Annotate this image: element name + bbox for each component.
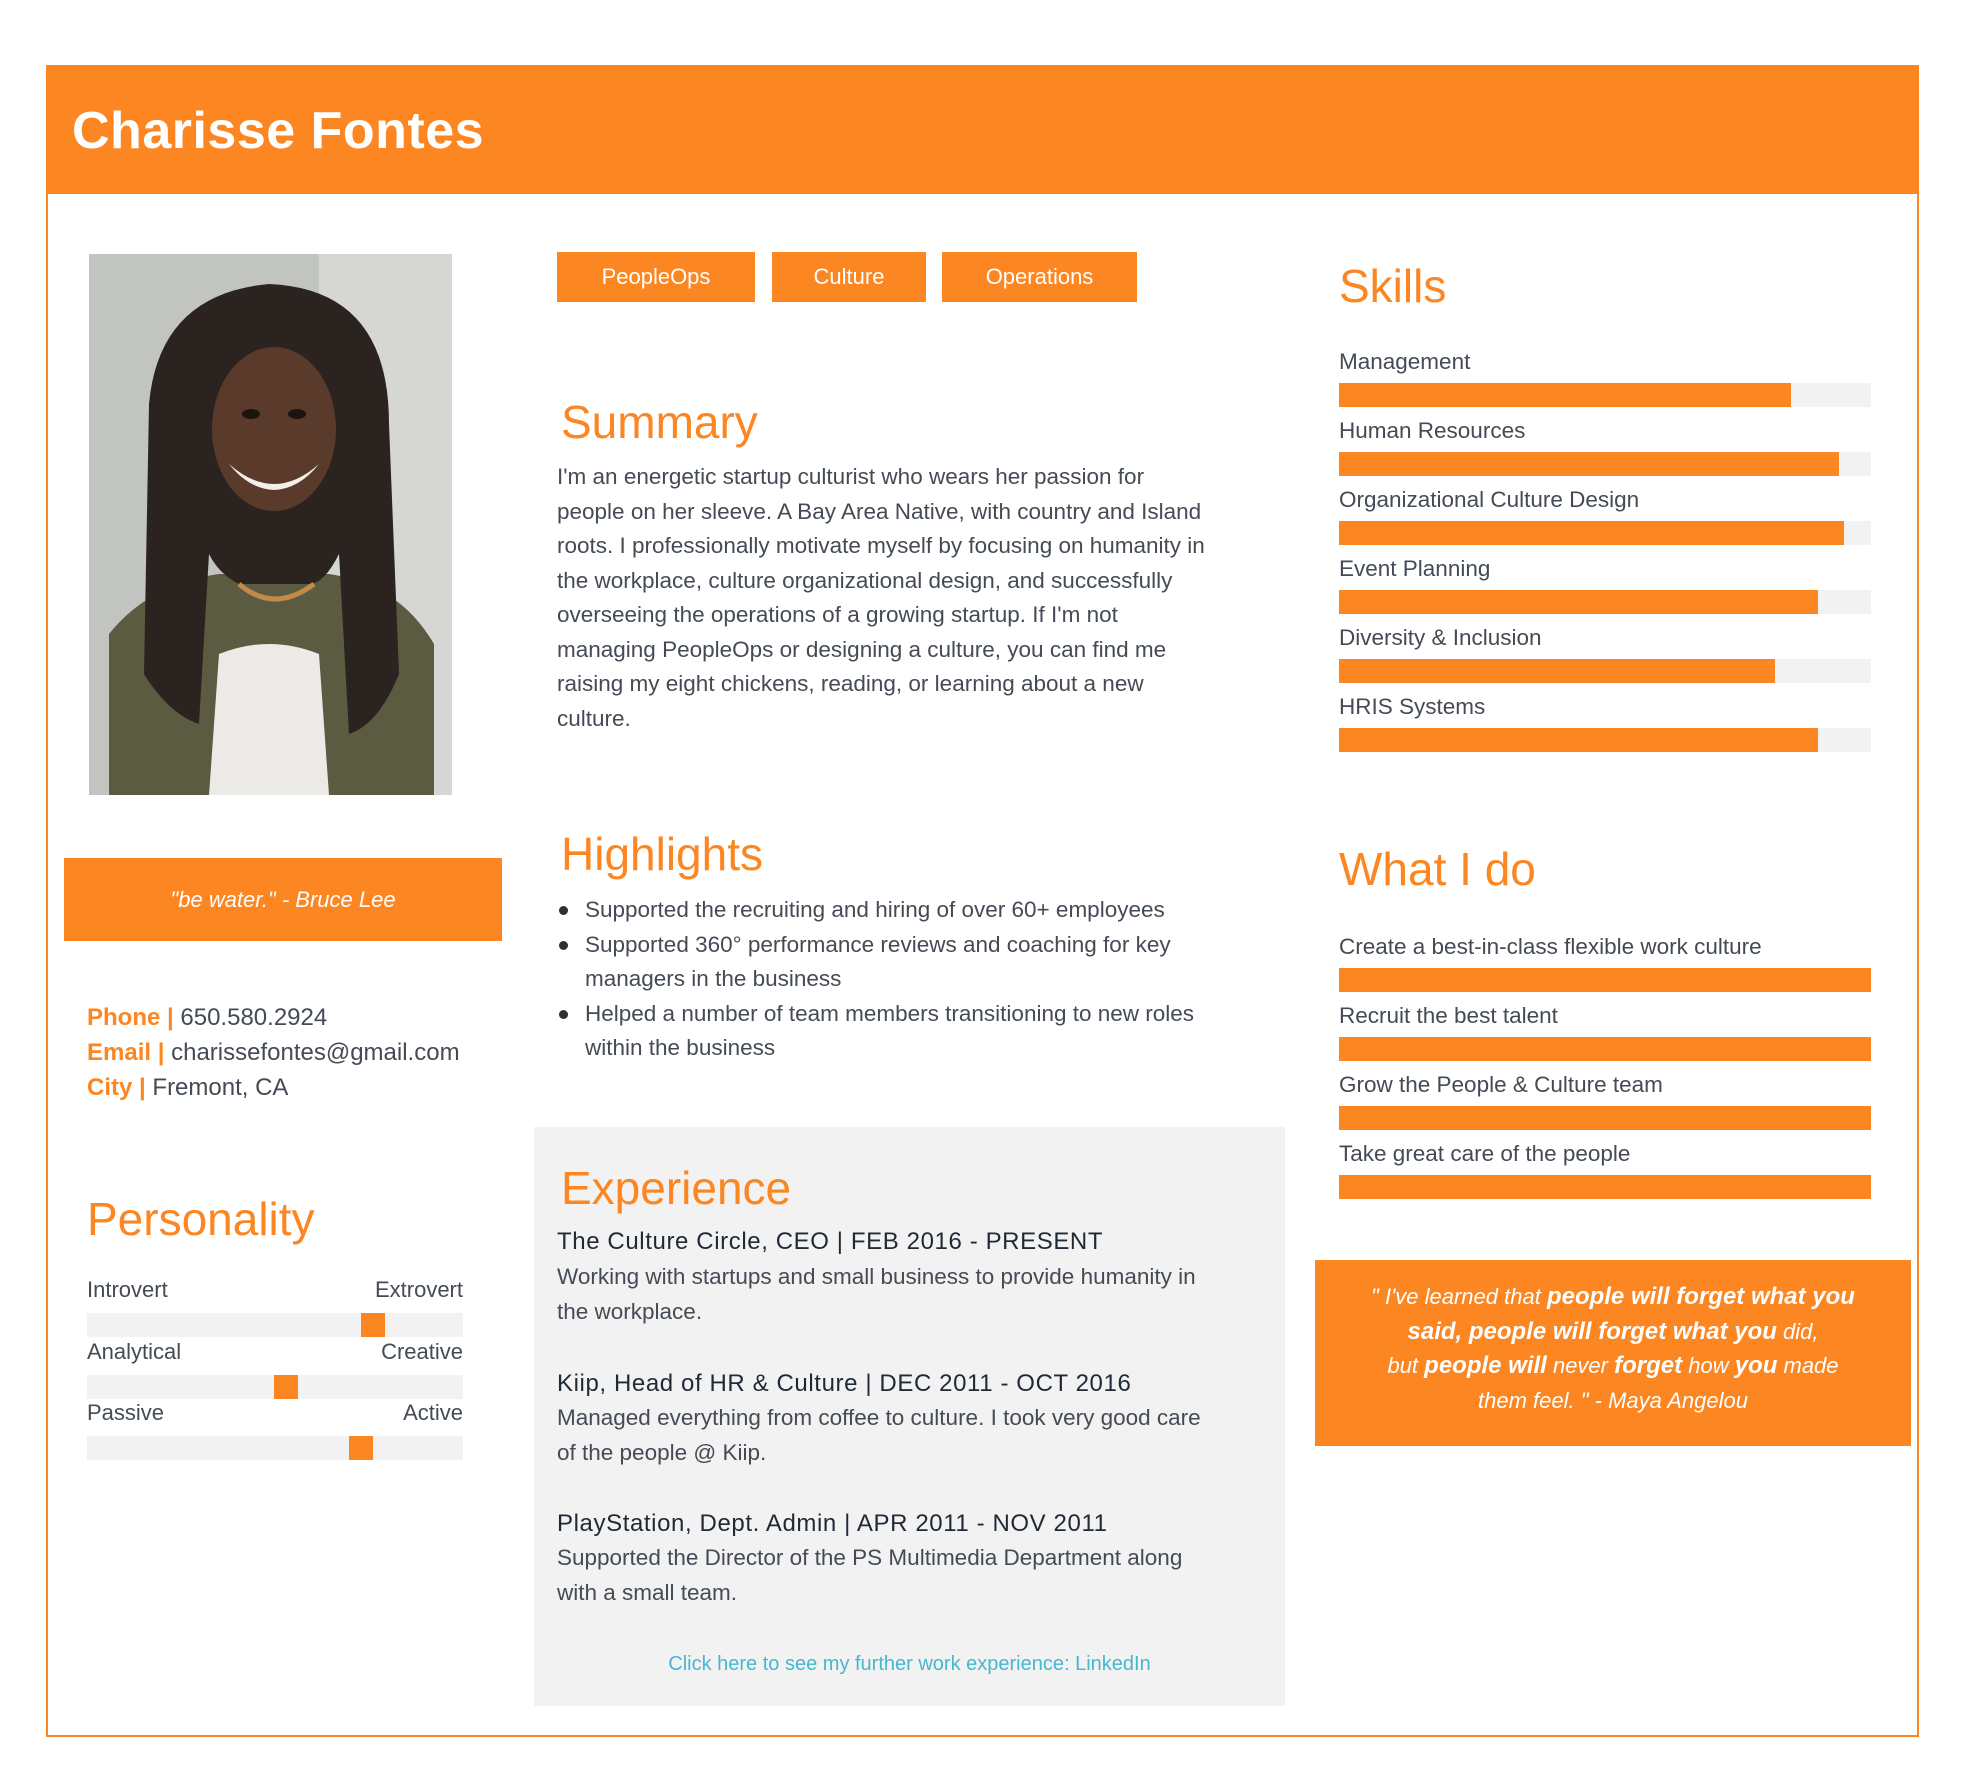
- what-i-do-heading: What I do: [1339, 843, 1536, 895]
- what-i-do-bar: [1339, 1106, 1871, 1130]
- highlight-line: Helped a number of team members transitioning to new roles: [585, 1000, 1195, 1026]
- quote-line: [1315, 1315, 1911, 1350]
- trait-left-label: Passive: [87, 1400, 165, 1425]
- profile-photo: [89, 254, 452, 795]
- linkedin-link[interactable]: Click here to see my further work experience: LinkedIn: [668, 1653, 1151, 1675]
- skill-bar-track: [1339, 659, 1871, 683]
- city-value: Fremont, CA: [152, 1074, 289, 1101]
- quote-segment-bold: you: [1734, 1352, 1778, 1379]
- summary-line: roots. I professionally motivate myself by focusing on humanity in: [557, 533, 1205, 558]
- trait-slider-marker: [361, 1313, 385, 1337]
- skill-bar-fill: [1339, 659, 1775, 683]
- quote-segment-bold: people will forget what you: [1546, 1283, 1855, 1310]
- highlight-line: within the business: [585, 1035, 776, 1060]
- job-title: The Culture Circle, CEO | FEB 2016 - PRESENT: [557, 1228, 1104, 1255]
- contact-city: [87, 1070, 460, 1105]
- contact-email: [87, 1035, 460, 1070]
- trait-row: [87, 1400, 463, 1460]
- skill-bar-fill: [1339, 452, 1839, 476]
- quote-segment: never: [1546, 1353, 1615, 1378]
- trait-slider-marker: [349, 1436, 373, 1460]
- summary-line: people on her sleeve. A Bay Area Native, with country and Island: [557, 498, 1202, 524]
- summary-heading: Summary: [561, 396, 758, 448]
- quote-segment: " I've learned that: [1371, 1284, 1547, 1309]
- skill-label: Diversity & Inclusion: [1339, 625, 1542, 650]
- highlight-item: [557, 893, 1257, 928]
- trait-left-label: Analytical: [87, 1339, 182, 1364]
- highlights-heading: Highlights: [561, 828, 763, 880]
- what-i-do-bar: [1339, 1037, 1871, 1061]
- trait-right-label: Extrovert: [374, 1277, 463, 1302]
- skill-bar-track: [1339, 590, 1871, 614]
- skill-bar-track: [1339, 452, 1871, 476]
- quote-segment-bold: forget: [1614, 1352, 1683, 1379]
- highlight-line: Supported 360° performance reviews and coaching for key: [585, 931, 1171, 957]
- quote-line: [1315, 1384, 1911, 1419]
- what-i-do-bar: [1339, 968, 1871, 992]
- skill-bar-track: [1339, 521, 1871, 545]
- skill-label: Human Resources: [1339, 418, 1526, 443]
- quote-segment: how: [1682, 1353, 1735, 1378]
- quote-segment: them feel. " - Maya Angelou: [1478, 1387, 1748, 1413]
- highlight-line: managers in the business: [585, 966, 842, 991]
- trait-right-label: Creative: [381, 1339, 463, 1364]
- bruce-lee-quote: "be water." - Bruce Lee: [64, 858, 502, 941]
- trait-row: [87, 1277, 463, 1337]
- what-i-do-bar: [1339, 1175, 1871, 1199]
- skill-bar-fill: [1339, 728, 1818, 752]
- trait-slider-marker: [274, 1375, 298, 1399]
- contact-phone: [87, 1000, 460, 1035]
- job-desc-line: of the people @ Kiip.: [557, 1439, 767, 1465]
- skill-bar-fill: [1339, 590, 1818, 614]
- summary-line: overseeing the operations of a growing startup. If I'm not: [557, 602, 1118, 627]
- job-title: PlayStation, Dept. Admin | APR 2011 - NOV 2011: [557, 1510, 1108, 1537]
- job-desc-line: the workplace.: [557, 1298, 703, 1324]
- phone-value[interactable]: 650.580.2924: [180, 1004, 328, 1031]
- job-desc-line: with a small team.: [557, 1579, 738, 1605]
- person-name: Charisse Fontes: [72, 102, 485, 160]
- quote-segment: made: [1777, 1353, 1839, 1378]
- skill-bar-track: [1339, 728, 1871, 752]
- contact-label: City |: [87, 1074, 146, 1101]
- trait-slider-track: [87, 1436, 463, 1460]
- tag-culture[interactable]: Culture: [772, 252, 926, 302]
- quote-segment-bold: people will: [1424, 1352, 1547, 1379]
- trait-slider-track: [87, 1375, 463, 1399]
- job-description: [557, 1541, 1277, 1610]
- skill-label: Event Planning: [1339, 556, 1491, 581]
- job-desc-line: Working with startups and small business to provide humanity in: [557, 1264, 1196, 1289]
- skill-label: Management: [1339, 349, 1471, 374]
- summary-text: [557, 460, 1277, 736]
- personality-heading: Personality: [87, 1193, 315, 1245]
- tag-peopleops[interactable]: PeopleOps: [557, 252, 755, 302]
- contact-label: Phone |: [87, 1004, 174, 1031]
- job-desc-line: Managed everything from coffee to culture. I took very good care: [557, 1405, 1201, 1430]
- tag-operations[interactable]: Operations: [942, 252, 1137, 302]
- contact-info: [87, 1000, 460, 1105]
- job-title: Kiip, Head of HR & Culture | DEC 2011 - OCT 2016: [557, 1370, 1132, 1397]
- highlight-item: [557, 928, 1257, 997]
- trait-right-label: Active: [403, 1400, 463, 1425]
- email-value[interactable]: charissefontes@gmail.com: [171, 1039, 460, 1066]
- what-i-do-label: Create a best-in-class flexible work culture: [1339, 934, 1762, 959]
- experience-heading: Experience: [561, 1162, 792, 1214]
- summary-line: the workplace, culture organizational design, and successfully: [557, 567, 1173, 593]
- quote-segment-bold: said, people will forget what you: [1407, 1317, 1777, 1345]
- what-i-do-label: Grow the People & Culture team: [1339, 1072, 1663, 1097]
- quote-segment: did,: [1776, 1318, 1819, 1344]
- trait-left-label: Introvert: [87, 1277, 168, 1302]
- trait-slider-track: [87, 1313, 463, 1337]
- highlight-line: Supported the recruiting and hiring of over 60+ employees: [585, 897, 1165, 922]
- skill-label: Organizational Culture Design: [1339, 487, 1640, 512]
- quote-line: [1315, 1280, 1911, 1315]
- highlights-list: [557, 893, 1257, 1066]
- header-banner: [46, 65, 1919, 194]
- skill-bar-fill: [1339, 383, 1791, 407]
- quote-line: [1315, 1349, 1911, 1384]
- summary-line: managing PeopleOps or designing a culture, you can find me: [557, 636, 1167, 662]
- what-i-do-label: Take great care of the people: [1339, 1141, 1631, 1166]
- skill-label: HRIS Systems: [1339, 694, 1486, 719]
- skill-bar-track: [1339, 383, 1871, 407]
- trait-row: [87, 1339, 463, 1399]
- job-desc-line: Supported the Director of the PS Multimedia Department along: [557, 1545, 1183, 1570]
- skills-heading: Skills: [1339, 260, 1447, 312]
- job-description: [557, 1401, 1277, 1470]
- skill-bar-fill: [1339, 521, 1844, 545]
- contact-label: Email |: [87, 1039, 165, 1066]
- job-description: [557, 1260, 1277, 1329]
- maya-angelou-quote: [1315, 1260, 1911, 1446]
- what-i-do-label: Recruit the best talent: [1339, 1003, 1558, 1028]
- summary-line: culture.: [557, 705, 631, 731]
- summary-line: raising my eight chickens, reading, or learning about a new: [557, 671, 1144, 696]
- summary-line: I'm an energetic startup culturist who wears her passion for: [557, 464, 1145, 489]
- quote-segment: but: [1387, 1353, 1425, 1378]
- highlight-item: [557, 997, 1257, 1066]
